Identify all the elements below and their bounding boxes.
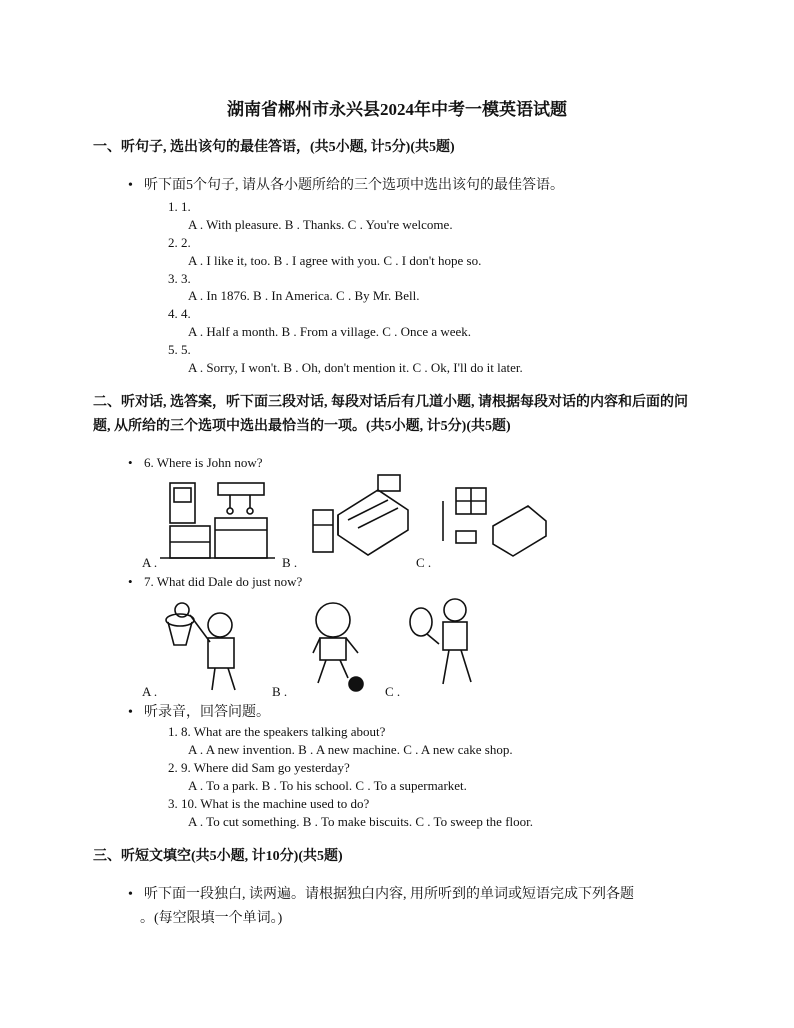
q6-option-b-label: B . xyxy=(282,555,298,570)
q6-option-a-label: A . xyxy=(142,555,158,570)
section-2-heading: 二、听对话, 选答案，听下面三段对话, 每段对话后有几道小题, 请根据每段对话的内容和后面的问题, 从所给的三个选项中选出最恰当的一项。(共5小题, 计5分)(共5题) xyxy=(93,395,688,434)
page-title: 湖南省郴州市永兴县2024年中考一模英语试题 xyxy=(227,100,567,119)
question-2-number: 2. 2. xyxy=(168,235,191,250)
q7-option-b-label: B . xyxy=(272,684,288,699)
question-3-number: 3. 3. xyxy=(168,271,191,286)
question-5-number: 5. 5. xyxy=(168,342,191,357)
question-4-options: A . Half a month. B . From a village. C . Once a week. xyxy=(188,324,472,339)
living-room-picture xyxy=(438,486,548,561)
question-10-options: A . To cut something. B . To make biscuits. C . To sweep the floor. xyxy=(188,814,534,829)
football-picture xyxy=(298,598,373,693)
bedroom-picture xyxy=(308,470,418,560)
part3-instruction-cont: 。(每空限填一个单词。) xyxy=(140,911,283,926)
question-1-number: 1. 1. xyxy=(168,199,191,214)
question-9-text: 2. 9. Where did Sam go yesterday? xyxy=(168,760,350,775)
question-10-text: 3. 10. What is the machine used to do? xyxy=(168,796,370,811)
question-4-number: 4. 4. xyxy=(168,306,191,321)
basketball-picture xyxy=(160,600,265,695)
q7-option-a-label: A . xyxy=(142,684,158,699)
question-7: • 7. What did Dale do just now? xyxy=(128,572,302,592)
question-8-text: 1. 8. What are the speakers talking about? xyxy=(168,724,386,739)
question-9-options: A . To a park. B . To his school. C . To a supermarket. xyxy=(188,778,467,793)
question-1-options: A . With pleasure. B . Thanks. C . You're welcome. xyxy=(188,217,453,232)
tennis-picture xyxy=(405,592,485,692)
kitchen-picture xyxy=(160,478,275,563)
section-3-heading: 三、听短文填空(共5小题, 计10分)(共5题) xyxy=(93,849,343,864)
q7-option-c-label: C . xyxy=(385,684,401,699)
question-3-options: A . In 1876. B . In America. C . By Mr. Bell. xyxy=(188,288,420,303)
q6-option-c-label: C . xyxy=(416,555,432,570)
question-6: • 6. Where is John now? xyxy=(128,453,263,473)
part2-instruction: • 听录音，回答问题。 xyxy=(128,703,270,723)
section-1-heading: 一、听句子, 选出该句的最佳答语，(共5小题, 计5分)(共5题) xyxy=(93,140,455,155)
question-8-options: A . A new invention. B . A new machine. C . A new cake shop. xyxy=(188,742,513,757)
part1-instruction: • 听下面5个句子, 请从各小题所给的三个选项中选出该句的最佳答语。 xyxy=(128,176,564,196)
part3-instruction: • 听下面一段独白, 读两遍。请根据独白内容, 用所听到的单词或短语完成下列各题 xyxy=(128,885,634,905)
question-5-options: A . Sorry, I won't. B . Oh, don't mention it. C . Ok, I'll do it later. xyxy=(188,360,523,375)
question-2-options: A . I like it, too. B . I agree with you. C . I don't hope so. xyxy=(188,253,482,268)
